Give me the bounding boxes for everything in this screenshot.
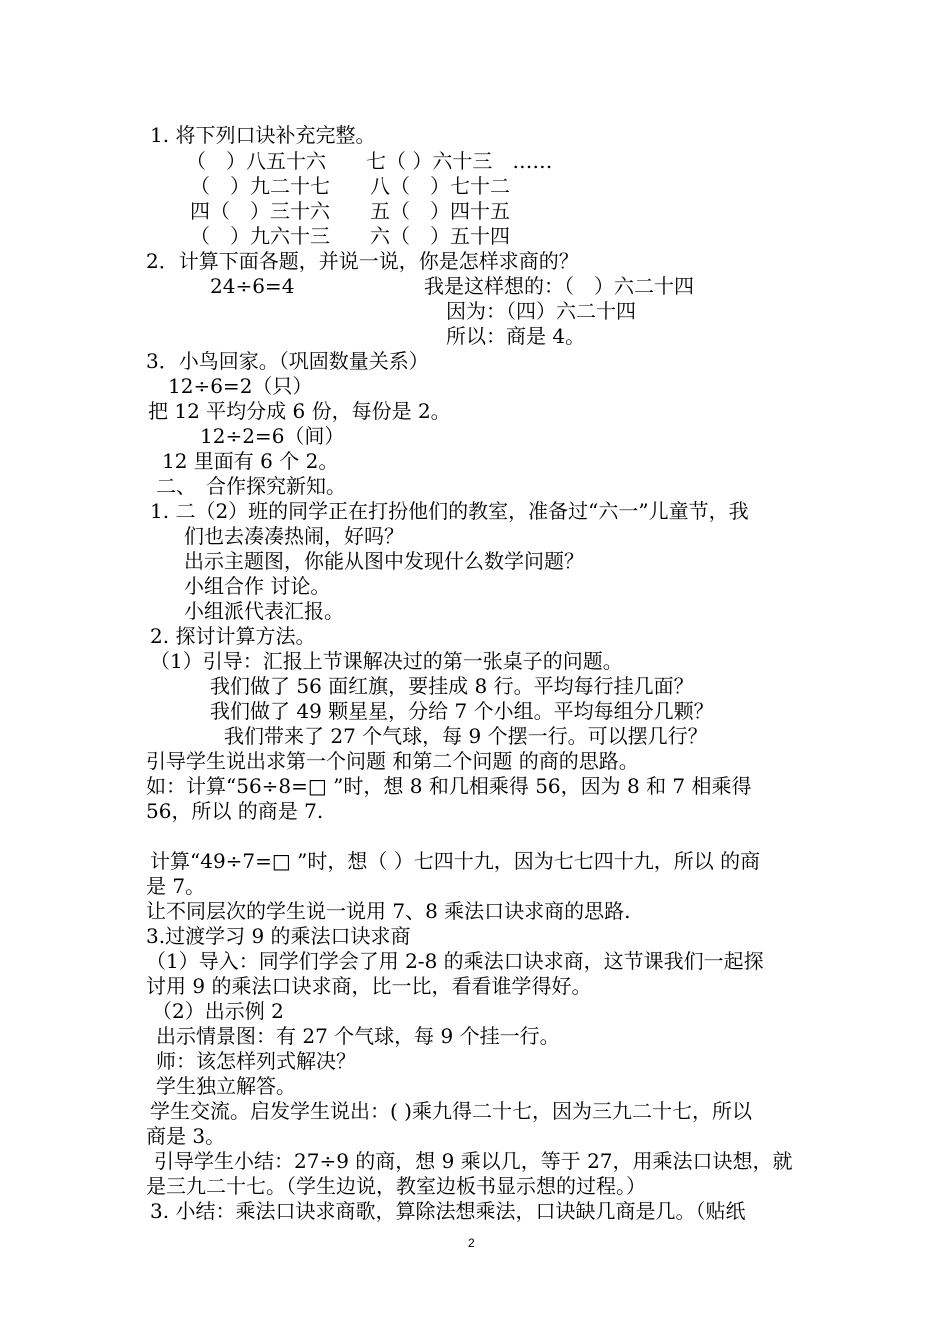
text-line: 因为：（四）六二十四: [446, 299, 636, 323]
text-line: 3．小鸟回家。（巩固数量关系）: [146, 349, 429, 373]
text-line: 所以：商是 4。: [446, 324, 586, 348]
text-line: 出示情景图：有 27 个气球，每 9 个挂一行。: [156, 1024, 560, 1048]
text-line: 如：计算“56÷8=□ ”时，想 8 和几相乘得 56，因为 8 和 7 相乘得: [146, 774, 752, 798]
text-line: 我们做了 49 颗星星，分给 7 个小组。平均每组分几颗？: [210, 699, 714, 723]
text-line: 12 里面有 6 个 2。: [162, 449, 339, 473]
text-line: （1）引导：汇报上节课解决过的第一张桌子的问题。: [150, 649, 623, 673]
text-line: 12÷2=6（间）: [200, 424, 345, 448]
section-heading: 二、 合作探究新知。: [156, 474, 346, 498]
text-line: 小组派代表汇报。: [184, 599, 344, 623]
text-line: 2. 探讨计算方法。: [150, 624, 316, 648]
text-line: 2．计算下面各题，并说一说，你是怎样求商的？: [146, 249, 579, 273]
text-line: 我们做了 56 面红旗，要挂成 8 行。平均每行挂几面？: [210, 674, 694, 698]
text-line: 24÷6=4: [210, 274, 295, 298]
text-line: 学生交流。启发学生说出：( )乘九得二十七，因为三九二十七，所以: [150, 1099, 752, 1123]
text-line: 56，所以 的商是 7.: [146, 799, 324, 823]
text-line: 引导学生说出求第一个问题 和第二个问题 的商的思路。: [146, 749, 639, 773]
text-line: 3.过渡学习 9 的乘法口诀求商: [146, 924, 411, 948]
text-line: 我们带来了 27 个气球，每 9 个摆一行。可以摆几行？: [224, 724, 708, 748]
text-line: 我是这样想的：（ ）六二十四: [424, 274, 694, 298]
text-line: 四（ ）三十六 五（ ）四十五: [190, 199, 510, 223]
text-line: 师：该怎样列式解决？: [156, 1049, 356, 1073]
text-line: （2）出示例 2: [152, 999, 284, 1023]
page-number: 2: [468, 1236, 475, 1250]
text-line: （ ）八五十六 七（ ）六十三 ……: [186, 149, 553, 173]
text-line: 学生独立解答。: [156, 1074, 296, 1098]
text-line: 1. 二（2）班的同学正在打扮他们的教室，准备过“六一”儿童节，我: [150, 499, 749, 523]
text-line: （1）导入：同学们学会了用 2-8 的乘法口诀求商，这节课我们一起探: [146, 949, 764, 973]
text-line: 商是 3。: [146, 1124, 226, 1148]
text-line: 让不同层次的学生说一说用 7、8 乘法口诀求商的思路.: [146, 899, 631, 923]
text-line: 引导学生小结：27÷9 的商，想 9 乘以几，等于 27，用乘法口诀想，就: [154, 1149, 793, 1173]
text-line: 12÷6=2（只）: [168, 374, 313, 398]
text-line: （ ）九六十三 六（ ）五十四: [190, 224, 510, 248]
text-line: 3. 小结：乘法口诀求商歌，算除法想乘法，口诀缺几商是几。（贴纸: [150, 1199, 746, 1223]
text-line: 把 12 平均分成 6 份，每份是 2。: [148, 399, 451, 423]
text-line: 小组合作 讨论。: [184, 574, 331, 598]
text-line: 是 7。: [146, 874, 206, 898]
text-line: 计算“49÷7=□ ”时，想（ ）七四十九，因为七七四十九，所以 的商: [150, 849, 761, 873]
text-line: 是三九二十七。（学生边说，教室边板书显示想的过程。）: [146, 1174, 646, 1198]
text-line: 们也去凑凑热闹，好吗？: [184, 524, 404, 548]
text-line: 讨用 9 的乘法口诀求商，比一比，看看谁学得好。: [146, 974, 592, 998]
text-line: （ ）九二十七 八（ ）七十二: [190, 174, 510, 198]
text-line: 出示主题图，你能从图中发现什么数学问题？: [184, 549, 584, 573]
text-line: 1. 将下列口诀补充完整。: [150, 123, 376, 147]
